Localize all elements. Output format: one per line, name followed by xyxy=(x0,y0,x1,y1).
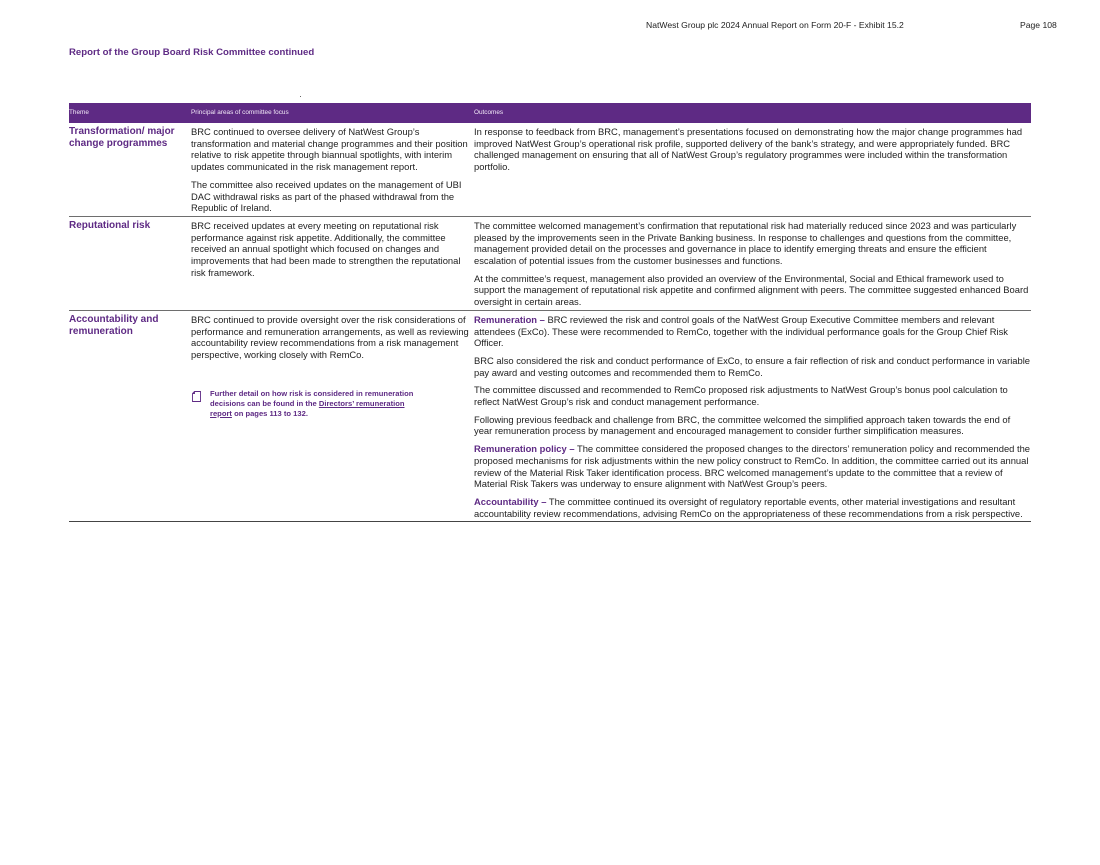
section-title: Report of the Group Board Risk Committee continued xyxy=(69,47,315,58)
document-icon xyxy=(192,391,201,402)
outcome-paragraph xyxy=(474,314,1031,349)
outcomes-cell xyxy=(474,310,1031,522)
remuneration-report-link[interactable]: Directors’ remuneration report xyxy=(210,398,405,418)
outcome-paragraph xyxy=(474,414,1031,437)
outcome-text: The committee considered the proposed changes to the directors’ remuneration policy and recommended the proposed mechanisms for risk adjustments within the new policy construct to RemCo. In addition, the committee carried out its annual review of the Material Risk Taker identification process. BRC welcomed management’s update to the committee that a review of Material Risk Takers was underway to ensure alignment with NatWest Group’s peers. xyxy=(474,443,1031,490)
outcome-paragraph xyxy=(474,443,1031,490)
theme-label: Reputational risk xyxy=(69,219,151,231)
stray-dot xyxy=(300,96,301,97)
table-header-row xyxy=(69,103,1031,123)
outcome-text: BRC also considered the risk and conduct performance of ExCo, to ensure a fair reflection of risk and conduct performance in variable pay award and vesting outcomes and recommended them to RemCo. xyxy=(474,354,1031,378)
table-row-transformation xyxy=(69,123,1031,216)
outcome-text: The committee discussed and recommended to RemCo proposed risk adjustments to NatWest Group’s bonus pool calculation to reflect NatWest Group’s risk and conduct management performance. xyxy=(474,384,1008,408)
outcome-paragraph xyxy=(474,273,1031,308)
outcome-text: At the committee’s request, management also provided an overview of the Environmental, Social and Ethical framework used to support the management of reputational risk appetite and confirmed alignment with peers. The committee suggested enhanced Board oversight in certain areas. xyxy=(474,272,1029,308)
note-text-after: on pages 113 to 132. xyxy=(231,408,308,418)
theme-label: Accountability and remuneration xyxy=(69,313,159,337)
cross-reference-note xyxy=(191,389,425,419)
table-row-reputational-risk xyxy=(69,216,1031,310)
theme-label: Transformation/ major change programmes xyxy=(69,126,175,149)
outcome-paragraph xyxy=(474,126,1031,173)
focus-paragraph: BRC continued to oversee delivery of NatWest Group’s transformation and material change programmes and their position relative to risk appetite through biannual spotlights, with interim updates communicated in the risk management report. xyxy=(191,126,468,173)
column-header-theme: Theme xyxy=(69,103,191,123)
outcome-paragraph xyxy=(474,220,1031,267)
page-header xyxy=(0,20,1100,34)
column-header-focus: Principal areas of committee focus xyxy=(191,103,474,123)
outcomes-cell xyxy=(474,123,1031,216)
outcomes-cell xyxy=(474,216,1031,310)
outcome-text: BRC reviewed the risk and control goals of the NatWest Group Executive Committee members and relevant attendees (ExCo). These were recommended to RemCo, together with the individual performance goals for the Group Chief Risk Officer. xyxy=(474,313,1008,349)
theme-cell xyxy=(69,123,191,216)
theme-cell xyxy=(69,310,191,522)
outcome-lead: Remuneration policy – xyxy=(474,443,575,455)
outcome-text: Following previous feedback and challenge from BRC, the committee welcomed the simplified approach taken towards the end of year remuneration process by management and encouraged management to consider further simplification measures. xyxy=(474,413,1011,437)
outcome-paragraph xyxy=(474,496,1031,519)
focus-paragraph: BRC received updates at every meeting on reputational risk performance against risk appetite. Additionally, the committee received an annual spotlight which focused on changes and improvements that had been made to strengthen the reputational risk framework. xyxy=(191,219,461,278)
document-reference: NatWest Group plc 2024 Annual Report on Form 20-F - Exhibit 15.2 xyxy=(646,20,904,30)
outcome-paragraph xyxy=(474,384,1031,407)
page-number: Page 108 xyxy=(1020,20,1057,30)
outcome-text: In response to feedback from BRC, management’s presentations focused on demonstrating how the major change programmes had improved NatWest Group’s operational risk profile, supported delivery of the bank’s strategy, and were appropriately funded. BRC challenged management on ensuring that all of NatWest Group’s regulatory programmes were included within the transformation portfolio. xyxy=(474,126,1023,173)
outcome-text: The committee continued its oversight of regulatory reportable events, other material investigations and resultant accountability review recommendations, advising RemCo on the appropriateness of these recommendations from a risk perspective. xyxy=(474,495,1023,519)
committee-focus-table xyxy=(69,103,1031,522)
column-header-outcomes: Outcomes xyxy=(474,103,1031,123)
focus-cell xyxy=(191,123,474,216)
focus-paragraph: BRC continued to provide oversight over the risk considerations of performance and remuneration arrangements, as well as reviewing accountability review recommendations from a risk management perspective, working closely with RemCo. xyxy=(191,313,469,360)
outcome-paragraph xyxy=(474,355,1031,378)
focus-cell xyxy=(191,310,474,522)
focus-paragraph: The committee also received updates on the management of UBI DAC withdrawal risks as part of the phased withdrawal from the Republic of Ireland. xyxy=(191,178,462,214)
focus-cell xyxy=(191,216,474,310)
note-text-before: Further detail on how risk is considered in remuneration decisions can be found in the xyxy=(210,388,414,408)
outcome-text: The committee welcomed management’s confirmation that reputational risk had materially reduced since 2023 and was particularly pleased by the improvements seen in the Private Banking business. In response to challenges and questions from the committee, management provided detail on the processes and governance in place to identify emerging threats and ensure the efficient escalation of potential issues from the customer businesses and functions. xyxy=(474,219,1017,267)
outcome-lead: Accountability – xyxy=(474,495,547,507)
outcome-lead: Remuneration – xyxy=(474,313,545,325)
theme-cell xyxy=(69,216,191,310)
table-row-accountability xyxy=(69,310,1031,522)
